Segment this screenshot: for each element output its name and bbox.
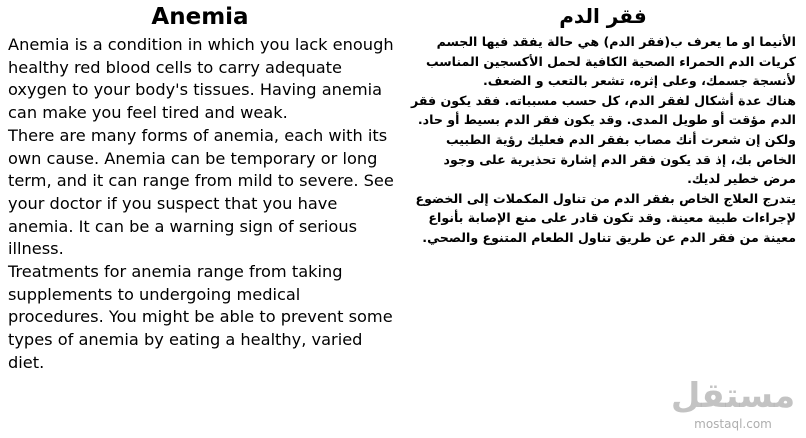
watermark-domain: mostaql.com [694, 417, 772, 431]
arabic-paragraph-1: الأنيما او ما يعرف ب(فقر الدم) هي حالة يفقد فيها الجسم كريات الدم الحمراء الصحية الكافية لحمل الأكسجين المناسب لأنسجة جسمك، وعلى إثره، تشعر بالتعب و الضعف. [425, 34, 796, 89]
english-paragraph-2: There are many forms of anemia, each with its own cause. Anemia can be temporary or long term, and it can range from mild to severe. See your doctor if you suspect that you have anemia. It can be a warning sign of serious illness. [8, 125, 394, 259]
english-title: Anemia [151, 4, 249, 30]
english-paragraph-1: Anemia is a condition in which you lack enough healthy red blood cells to carry adequate oxygen to your body's tissues. Having anemia can make you feel tired and weak. [8, 35, 394, 123]
arabic-column [404, 0, 802, 438]
watermark-logo-text: مستقل [670, 376, 796, 416]
arabic-title: فقر الدم [559, 4, 647, 28]
english-body [8, 34, 396, 375]
arabic-paragraph-2: هناك عدة أشكال لفقر الدم، كل حسب مسبباته. فقد يكون فقر الدم مؤقت أو طويل المدى. وقد يكون فقر الدم بسيط أو حاد. ولكن إن شعرت أنك مصاب بفقر الدم فعليك رؤية الطبيب الخاص بك، إذ قد يكون فقر الدم إشارة تحذيرية على وجود مرض خطير لديك. [411, 92, 796, 187]
arabic-paragraph-3: يتدرج العلاج الخاص بفقر الدم من تناول المكملات إلى الخضوع لإجراءات طبية معينة. وقد تكون قادر على منع الإصابة بأنواع معينة من فقر الدم عن طريق تناول الطعام المتنوع والصحي. [415, 190, 796, 245]
arabic-body [410, 32, 796, 248]
english-column [4, 0, 396, 438]
english-paragraph-3: Treatments for anemia range from taking supplements to undergoing medical procedures. You might be able to prevent some types of anemia by eating a healthy, varied diet. [8, 262, 393, 372]
